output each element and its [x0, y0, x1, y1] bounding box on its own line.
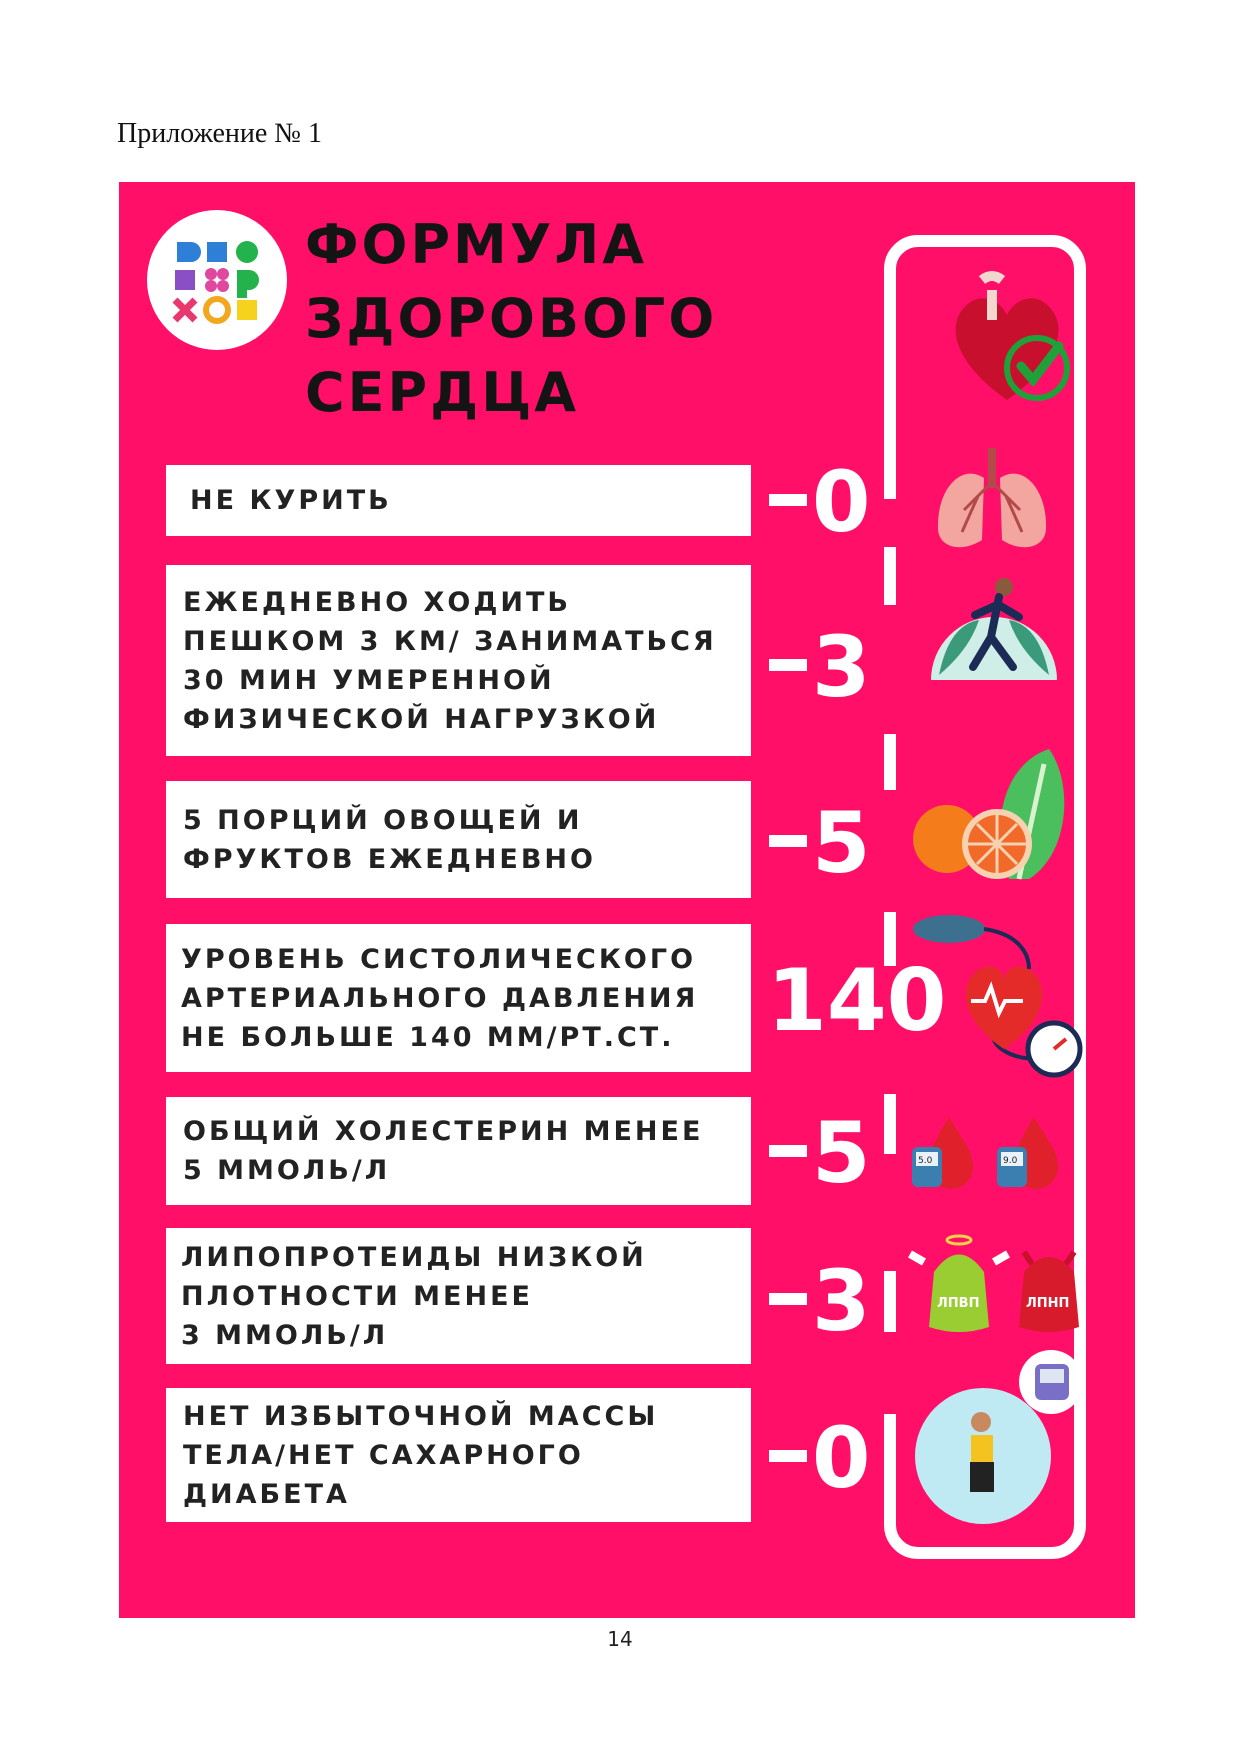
glucometer-label-2: 9.0	[1003, 1156, 1018, 1166]
item-card	[166, 1388, 751, 1522]
connector-dash	[769, 659, 807, 671]
card-line: УРОВЕНЬ СИСТОЛИЧЕСКОГО	[181, 943, 697, 975]
card-line: ЕЖЕДНЕВНО ХОДИТЬ	[183, 586, 571, 618]
glucometer-label-1: 5.0	[918, 1156, 933, 1166]
card-line: ОБЩИЙ ХОЛЕСТЕРИН МЕНЕЕ	[183, 1116, 704, 1147]
card-line: НЕТ ИЗБЫТОЧНОЙ МАССЫ	[183, 1400, 659, 1432]
lpnp-label: ЛПНП	[1026, 1296, 1070, 1311]
card-line: 5 ММОЛЬ/Л	[183, 1155, 391, 1186]
item-card	[166, 565, 751, 756]
value-5: 5	[812, 1104, 871, 1202]
logo	[147, 210, 287, 350]
blood-pressure-icon	[899, 909, 1084, 1084]
title-line: ЗДОРОВОГО	[305, 287, 718, 350]
card-line: НЕ БОЛЬШЕ 140 ММ/РТ.СТ.	[181, 1021, 675, 1053]
card-line: 30 МИН УМЕРЕННОЙ	[183, 664, 555, 696]
page-number: 14	[607, 1627, 633, 1651]
card-line: АРТЕРИАЛЬНОГО ДАВЛЕНИЯ	[181, 982, 699, 1014]
woman-glucometer-icon	[913, 1350, 1088, 1525]
card-line: 3 ММОЛЬ/Л	[181, 1319, 389, 1351]
poster-title	[305, 208, 717, 430]
value-3: 3	[812, 618, 871, 716]
connector-dash	[769, 494, 807, 506]
lipoprotein-characters-icon	[904, 1232, 1089, 1342]
card-line: НЕ КУРИТЬ	[190, 485, 392, 516]
item-card	[166, 1097, 751, 1205]
value-5: 5	[812, 794, 871, 892]
card-line: ТЕЛА/НЕТ САХАРНОГО	[183, 1439, 584, 1471]
card-line: ПЕШКОМ 3 КМ/ ЗАНИМАТЬСЯ	[183, 625, 717, 657]
card-line: ЛИПОПРОТЕИДЫ НИЗКОЙ	[181, 1241, 647, 1273]
card-line: ФРУКТОВ ЕЖЕДНЕВНО	[183, 843, 596, 875]
item-card	[166, 781, 751, 898]
item-card	[166, 465, 751, 536]
item-card	[166, 1228, 751, 1364]
connector-dash	[769, 1293, 807, 1305]
item-card	[166, 924, 751, 1072]
heart-check-icon	[937, 270, 1077, 410]
glucometer-blood-drop-icon	[904, 1112, 1079, 1202]
lpvp-label: ЛПВП	[937, 1296, 980, 1311]
heart-formula-poster	[119, 182, 1135, 1618]
value-140: 140	[767, 951, 947, 1051]
connector-dash	[769, 1145, 807, 1157]
value-3: 3	[812, 1252, 871, 1350]
connector-dash	[769, 835, 807, 847]
runner-icon	[919, 575, 1069, 710]
appendix-label: Приложение № 1	[117, 118, 322, 149]
fruits-vegetables-icon	[909, 744, 1074, 884]
connector-dash	[769, 1450, 807, 1462]
card-line: ДИАБЕТА	[183, 1478, 350, 1510]
card-line: 5 ПОРЦИЙ ОВОЩЕЙ И	[183, 804, 583, 836]
title-line: ФОРМУЛА	[305, 213, 648, 276]
card-line: ФИЗИЧЕСКОЙ НАГРУЗКОЙ	[183, 703, 660, 735]
value-0: 0	[812, 453, 871, 551]
card-line: ПЛОТНОСТИ МЕНЕЕ	[181, 1280, 533, 1312]
lungs-icon	[932, 448, 1052, 558]
title-line: СЕРДЦА	[305, 361, 580, 424]
value-0: 0	[812, 1409, 871, 1507]
